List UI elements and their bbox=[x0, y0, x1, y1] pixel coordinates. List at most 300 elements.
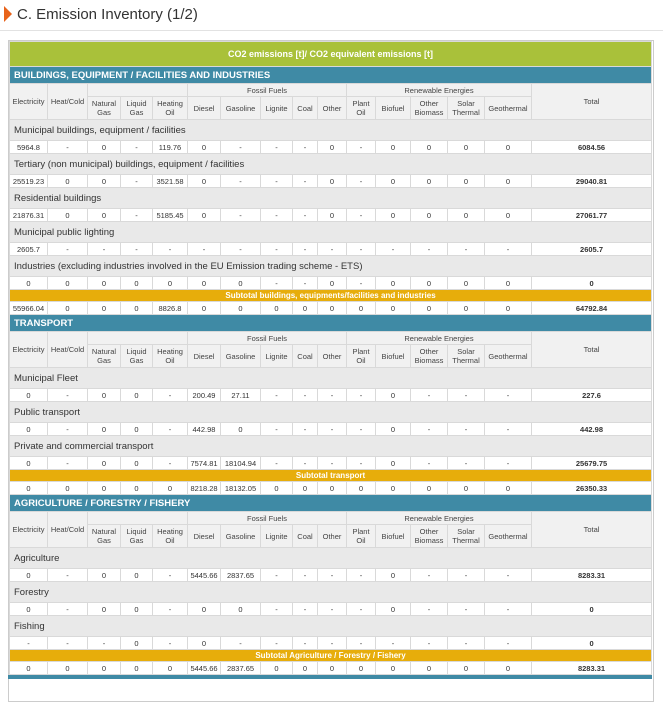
column-group-row bbox=[10, 84, 652, 97]
value-liquid-gas: - bbox=[121, 243, 153, 256]
value-geothermal: 0 bbox=[485, 175, 532, 188]
subtotal-heat-cold: 0 bbox=[48, 482, 88, 495]
value-coal: - bbox=[293, 569, 318, 582]
value-heating-oil: - bbox=[153, 243, 188, 256]
value-other-biomass: - bbox=[411, 457, 448, 470]
value-lignite: - bbox=[261, 277, 293, 290]
value-geothermal: - bbox=[485, 457, 532, 470]
value-heat-cold: - bbox=[48, 457, 88, 470]
value-other-biomass: 0 bbox=[411, 141, 448, 154]
subtotal-total: 8283.31 bbox=[532, 662, 652, 675]
value-biofuel: 0 bbox=[376, 175, 411, 188]
value-total: 29040.81 bbox=[532, 175, 652, 188]
subtotal-diesel: 5445.66 bbox=[188, 662, 221, 675]
value-diesel: 0 bbox=[188, 141, 221, 154]
value-gasoline: 0 bbox=[221, 423, 261, 436]
subtotal-total: 64792.84 bbox=[532, 302, 652, 315]
col-header-electricity: Electricity bbox=[10, 84, 48, 120]
col-header-liquid-gas: Liquid Gas bbox=[121, 525, 153, 548]
value-geothermal: - bbox=[485, 243, 532, 256]
col-header-solar-thermal: Solar Thermal bbox=[448, 525, 485, 548]
value-other: - bbox=[318, 637, 347, 650]
value-solar-thermal: - bbox=[448, 457, 485, 470]
value-gasoline: 0 bbox=[221, 603, 261, 616]
col-header-coal: Coal bbox=[293, 525, 318, 548]
col-header-heat-cold: Heat/Cold bbox=[48, 512, 88, 548]
value-lignite: - bbox=[261, 243, 293, 256]
value-solar-thermal: 0 bbox=[448, 141, 485, 154]
value-electricity: 0 bbox=[10, 389, 48, 402]
value-natural-gas: - bbox=[88, 243, 121, 256]
category-row bbox=[10, 548, 652, 569]
category-row bbox=[10, 256, 652, 277]
category-label: Tertiary (non municipal) buildings, equipment / facilities bbox=[10, 154, 652, 175]
category-label: Residential buildings bbox=[10, 188, 652, 209]
values-row bbox=[10, 389, 652, 402]
value-biofuel: 0 bbox=[376, 603, 411, 616]
category-label: Municipal public lighting bbox=[10, 222, 652, 243]
value-gasoline: - bbox=[221, 637, 261, 650]
col-header-heating-oil: Heating Oil bbox=[153, 97, 188, 120]
col-header-electricity: Electricity bbox=[10, 512, 48, 548]
col-header-plant-oil: Plant Oil bbox=[347, 345, 376, 368]
section-header-row bbox=[10, 315, 652, 332]
col-header-gap bbox=[88, 332, 188, 345]
value-liquid-gas: 0 bbox=[121, 569, 153, 582]
value-heating-oil: - bbox=[153, 603, 188, 616]
value-other-biomass: - bbox=[411, 423, 448, 436]
value-coal: - bbox=[293, 209, 318, 222]
value-solar-thermal: - bbox=[448, 603, 485, 616]
col-header-electricity: Electricity bbox=[10, 332, 48, 368]
values-row bbox=[10, 141, 652, 154]
value-total: 227.6 bbox=[532, 389, 652, 402]
subtotal-other-biomass: 0 bbox=[411, 662, 448, 675]
value-solar-thermal: - bbox=[448, 423, 485, 436]
col-header-gap bbox=[88, 512, 188, 525]
subtotal-label-row bbox=[10, 470, 652, 482]
value-solar-thermal: 0 bbox=[448, 175, 485, 188]
value-electricity: 0 bbox=[10, 457, 48, 470]
subtotal-other: 0 bbox=[318, 482, 347, 495]
values-row bbox=[10, 423, 652, 436]
table-caption: CO2 emissions [t]/ CO2 equivalent emissions [t] bbox=[10, 42, 652, 67]
subtotal-label-row bbox=[10, 290, 652, 302]
value-plant-oil: - bbox=[347, 603, 376, 616]
col-header-diesel: Diesel bbox=[188, 97, 221, 120]
value-geothermal: - bbox=[485, 637, 532, 650]
value-plant-oil: - bbox=[347, 389, 376, 402]
value-natural-gas: - bbox=[88, 637, 121, 650]
value-heating-oil: - bbox=[153, 423, 188, 436]
subtotal-diesel: 0 bbox=[188, 302, 221, 315]
value-plant-oil: - bbox=[347, 141, 376, 154]
value-biofuel: 0 bbox=[376, 389, 411, 402]
value-electricity: 21876.31 bbox=[10, 209, 48, 222]
subtotal-label: Subtotal Agriculture / Forestry / Fishery bbox=[10, 650, 652, 662]
values-row bbox=[10, 243, 652, 256]
value-other: - bbox=[318, 423, 347, 436]
col-header-liquid-gas: Liquid Gas bbox=[121, 345, 153, 368]
value-other: 0 bbox=[318, 277, 347, 290]
value-diesel: 0 bbox=[188, 209, 221, 222]
value-natural-gas: 0 bbox=[88, 389, 121, 402]
value-diesel: 0 bbox=[188, 277, 221, 290]
value-total: 27061.77 bbox=[532, 209, 652, 222]
category-row bbox=[10, 222, 652, 243]
value-other-biomass: - bbox=[411, 569, 448, 582]
value-plant-oil: - bbox=[347, 569, 376, 582]
subtotal-biofuel: 0 bbox=[376, 302, 411, 315]
value-total: 0 bbox=[532, 277, 652, 290]
value-heat-cold: 0 bbox=[48, 277, 88, 290]
col-header-lignite: Lignite bbox=[261, 345, 293, 368]
value-lignite: - bbox=[261, 175, 293, 188]
value-diesel: 0 bbox=[188, 637, 221, 650]
col-header-heat-cold: Heat/Cold bbox=[48, 332, 88, 368]
value-total: 6084.56 bbox=[532, 141, 652, 154]
value-biofuel: 0 bbox=[376, 457, 411, 470]
value-heating-oil: - bbox=[153, 569, 188, 582]
col-group-renewable-energies: Renewable Energies bbox=[347, 512, 532, 525]
value-heating-oil: 119.76 bbox=[153, 141, 188, 154]
value-diesel: 442.98 bbox=[188, 423, 221, 436]
value-other-biomass: 0 bbox=[411, 175, 448, 188]
value-heat-cold: - bbox=[48, 389, 88, 402]
subtotal-gasoline: 18132.05 bbox=[221, 482, 261, 495]
category-row bbox=[10, 402, 652, 423]
col-header-total: Total bbox=[532, 512, 652, 548]
subtotal-liquid-gas: 0 bbox=[121, 482, 153, 495]
subtotal-liquid-gas: 0 bbox=[121, 662, 153, 675]
value-biofuel: 0 bbox=[376, 277, 411, 290]
col-header-liquid-gas: Liquid Gas bbox=[121, 97, 153, 120]
section-header-row bbox=[10, 67, 652, 84]
col-header-geothermal: Geothermal bbox=[485, 97, 532, 120]
value-coal: - bbox=[293, 175, 318, 188]
value-lignite: - bbox=[261, 603, 293, 616]
col-group-fossil-fuels: Fossil Fuels bbox=[188, 84, 347, 97]
value-geothermal: - bbox=[485, 389, 532, 402]
category-label: Private and commercial transport bbox=[10, 436, 652, 457]
value-natural-gas: 0 bbox=[88, 457, 121, 470]
subtotal-solar-thermal: 0 bbox=[448, 662, 485, 675]
value-other: 0 bbox=[318, 141, 347, 154]
value-electricity: 5964.8 bbox=[10, 141, 48, 154]
category-row bbox=[10, 188, 652, 209]
subtotal-coal: 0 bbox=[293, 662, 318, 675]
value-coal: - bbox=[293, 603, 318, 616]
value-solar-thermal: - bbox=[448, 637, 485, 650]
value-plant-oil: - bbox=[347, 423, 376, 436]
value-lignite: - bbox=[261, 209, 293, 222]
value-coal: - bbox=[293, 457, 318, 470]
value-heat-cold: 0 bbox=[48, 209, 88, 222]
value-other: - bbox=[318, 389, 347, 402]
col-header-plant-oil: Plant Oil bbox=[347, 525, 376, 548]
col-header-biofuel: Biofuel bbox=[376, 345, 411, 368]
value-biofuel: - bbox=[376, 637, 411, 650]
section-title: TRANSPORT bbox=[10, 315, 652, 332]
value-plant-oil: - bbox=[347, 243, 376, 256]
value-diesel: 7574.81 bbox=[188, 457, 221, 470]
value-diesel: - bbox=[188, 243, 221, 256]
category-label: Forestry bbox=[10, 582, 652, 603]
subtotal-coal: 0 bbox=[293, 482, 318, 495]
col-header-heating-oil: Heating Oil bbox=[153, 345, 188, 368]
subtotal-label: Subtotal transport bbox=[10, 470, 652, 482]
subtotal-electricity: 0 bbox=[10, 482, 48, 495]
value-natural-gas: 0 bbox=[88, 569, 121, 582]
col-header-diesel: Diesel bbox=[188, 345, 221, 368]
subtotal-heat-cold: 0 bbox=[48, 302, 88, 315]
subtotal-other-biomass: 0 bbox=[411, 302, 448, 315]
col-group-renewable-energies: Renewable Energies bbox=[347, 332, 532, 345]
col-header-other-biomass: Other Biomass bbox=[411, 97, 448, 120]
values-row bbox=[10, 457, 652, 470]
subtotal-values-row bbox=[10, 302, 652, 315]
value-plant-oil: - bbox=[347, 277, 376, 290]
category-label: Municipal Fleet bbox=[10, 368, 652, 389]
value-heating-oil: 5185.45 bbox=[153, 209, 188, 222]
value-other: - bbox=[318, 243, 347, 256]
values-row bbox=[10, 209, 652, 222]
col-group-fossil-fuels: Fossil Fuels bbox=[188, 512, 347, 525]
value-total: 2605.7 bbox=[532, 243, 652, 256]
subtotal-total: 26350.33 bbox=[532, 482, 652, 495]
subtotal-electricity: 0 bbox=[10, 662, 48, 675]
subtotal-geothermal: 0 bbox=[485, 482, 532, 495]
value-other-biomass: - bbox=[411, 603, 448, 616]
table-caption-row bbox=[10, 42, 652, 67]
value-natural-gas: 0 bbox=[88, 141, 121, 154]
value-diesel: 0 bbox=[188, 175, 221, 188]
value-other: - bbox=[318, 569, 347, 582]
subtotal-liquid-gas: 0 bbox=[121, 302, 153, 315]
value-heating-oil: - bbox=[153, 457, 188, 470]
value-liquid-gas: 0 bbox=[121, 423, 153, 436]
value-other: 0 bbox=[318, 175, 347, 188]
value-plant-oil: - bbox=[347, 175, 376, 188]
subtotal-lignite: 0 bbox=[261, 662, 293, 675]
col-header-lignite: Lignite bbox=[261, 97, 293, 120]
value-lignite: - bbox=[261, 389, 293, 402]
page-header bbox=[0, 0, 663, 31]
section-arrow-icon bbox=[4, 6, 12, 22]
value-geothermal: 0 bbox=[485, 209, 532, 222]
col-header-gasoline: Gasoline bbox=[221, 525, 261, 548]
col-header-other: Other bbox=[318, 525, 347, 548]
subtotal-geothermal: 0 bbox=[485, 302, 532, 315]
value-solar-thermal: - bbox=[448, 569, 485, 582]
col-header-gasoline: Gasoline bbox=[221, 97, 261, 120]
col-header-coal: Coal bbox=[293, 345, 318, 368]
subtotal-heating-oil: 8826.8 bbox=[153, 302, 188, 315]
subtotal-heat-cold: 0 bbox=[48, 662, 88, 675]
category-row bbox=[10, 120, 652, 141]
value-other-biomass: 0 bbox=[411, 209, 448, 222]
col-header-diesel: Diesel bbox=[188, 525, 221, 548]
value-biofuel: 0 bbox=[376, 141, 411, 154]
section-header-row bbox=[10, 495, 652, 512]
col-header-plant-oil: Plant Oil bbox=[347, 97, 376, 120]
subtotal-natural-gas: 0 bbox=[88, 482, 121, 495]
subtotal-other-biomass: 0 bbox=[411, 482, 448, 495]
values-row bbox=[10, 277, 652, 290]
value-biofuel: - bbox=[376, 243, 411, 256]
subtotal-lignite: 0 bbox=[261, 482, 293, 495]
subtotal-electricity: 55966.04 bbox=[10, 302, 48, 315]
subtotal-geothermal: 0 bbox=[485, 662, 532, 675]
value-heat-cold: 0 bbox=[48, 175, 88, 188]
value-natural-gas: 0 bbox=[88, 423, 121, 436]
subtotal-heating-oil: 0 bbox=[153, 662, 188, 675]
col-header-total: Total bbox=[532, 84, 652, 120]
value-other-biomass: - bbox=[411, 243, 448, 256]
value-liquid-gas: 0 bbox=[121, 637, 153, 650]
subtotal-gasoline: 0 bbox=[221, 302, 261, 315]
value-heating-oil: - bbox=[153, 389, 188, 402]
value-liquid-gas: - bbox=[121, 141, 153, 154]
subtotal-other: 0 bbox=[318, 302, 347, 315]
value-electricity: - bbox=[10, 637, 48, 650]
subtotal-plant-oil: 0 bbox=[347, 302, 376, 315]
col-header-biofuel: Biofuel bbox=[376, 97, 411, 120]
subtotal-gasoline: 2837.65 bbox=[221, 662, 261, 675]
value-gasoline: - bbox=[221, 209, 261, 222]
value-heating-oil: - bbox=[153, 637, 188, 650]
category-label: Public transport bbox=[10, 402, 652, 423]
emission-inventory-table bbox=[9, 41, 652, 675]
value-coal: - bbox=[293, 141, 318, 154]
category-row bbox=[10, 616, 652, 637]
category-row bbox=[10, 436, 652, 457]
value-total: 0 bbox=[532, 603, 652, 616]
subtotal-label: Subtotal buildings, equipments/facilities and industries bbox=[10, 290, 652, 302]
col-header-biofuel: Biofuel bbox=[376, 525, 411, 548]
values-row bbox=[10, 637, 652, 650]
value-natural-gas: 0 bbox=[88, 175, 121, 188]
value-lignite: - bbox=[261, 569, 293, 582]
value-electricity: 0 bbox=[10, 603, 48, 616]
subtotal-lignite: 0 bbox=[261, 302, 293, 315]
category-label: Agriculture bbox=[10, 548, 652, 569]
subtotal-plant-oil: 0 bbox=[347, 662, 376, 675]
subtotal-natural-gas: 0 bbox=[88, 302, 121, 315]
value-lignite: - bbox=[261, 423, 293, 436]
col-header-natural-gas: Natural Gas bbox=[88, 525, 121, 548]
col-group-renewable-energies: Renewable Energies bbox=[347, 84, 532, 97]
subtotal-other: 0 bbox=[318, 662, 347, 675]
col-header-coal: Coal bbox=[293, 97, 318, 120]
value-heating-oil: 0 bbox=[153, 277, 188, 290]
value-heating-oil: 3521.58 bbox=[153, 175, 188, 188]
value-coal: - bbox=[293, 389, 318, 402]
value-geothermal: - bbox=[485, 603, 532, 616]
value-geothermal: - bbox=[485, 569, 532, 582]
value-biofuel: 0 bbox=[376, 209, 411, 222]
value-gasoline: - bbox=[221, 141, 261, 154]
category-row bbox=[10, 154, 652, 175]
value-plant-oil: - bbox=[347, 637, 376, 650]
values-row bbox=[10, 569, 652, 582]
value-diesel: 200.49 bbox=[188, 389, 221, 402]
col-header-geothermal: Geothermal bbox=[485, 525, 532, 548]
subtotal-solar-thermal: 0 bbox=[448, 482, 485, 495]
col-header-natural-gas: Natural Gas bbox=[88, 345, 121, 368]
value-liquid-gas: 0 bbox=[121, 457, 153, 470]
value-electricity: 25519.23 bbox=[10, 175, 48, 188]
section-title: BUILDINGS, EQUIPMENT / FACILITIES AND INDUSTRIES bbox=[10, 67, 652, 84]
page-title: C. Emission Inventory (1/2) bbox=[17, 6, 198, 23]
value-liquid-gas: 0 bbox=[121, 603, 153, 616]
value-coal: - bbox=[293, 243, 318, 256]
subtotal-values-row bbox=[10, 482, 652, 495]
value-heat-cold: - bbox=[48, 637, 88, 650]
value-solar-thermal: 0 bbox=[448, 277, 485, 290]
column-group-row bbox=[10, 332, 652, 345]
value-other-biomass: - bbox=[411, 637, 448, 650]
subtotal-values-row bbox=[10, 662, 652, 675]
value-electricity: 0 bbox=[10, 423, 48, 436]
value-gasoline: - bbox=[221, 243, 261, 256]
value-gasoline: 18104.94 bbox=[221, 457, 261, 470]
value-total: 442.98 bbox=[532, 423, 652, 436]
value-electricity: 0 bbox=[10, 569, 48, 582]
value-gasoline: 27.11 bbox=[221, 389, 261, 402]
col-header-gap bbox=[88, 84, 188, 97]
subtotal-natural-gas: 0 bbox=[88, 662, 121, 675]
value-other-biomass: - bbox=[411, 389, 448, 402]
value-heat-cold: - bbox=[48, 423, 88, 436]
value-natural-gas: 0 bbox=[88, 277, 121, 290]
value-coal: - bbox=[293, 423, 318, 436]
value-heat-cold: - bbox=[48, 141, 88, 154]
category-label: Industries (excluding industries involved in the EU Emission trading scheme - ETS) bbox=[10, 256, 652, 277]
value-other: - bbox=[318, 603, 347, 616]
value-biofuel: 0 bbox=[376, 569, 411, 582]
value-lignite: - bbox=[261, 637, 293, 650]
col-header-lignite: Lignite bbox=[261, 525, 293, 548]
value-biofuel: 0 bbox=[376, 423, 411, 436]
value-electricity: 2605.7 bbox=[10, 243, 48, 256]
col-header-geothermal: Geothermal bbox=[485, 345, 532, 368]
value-geothermal: - bbox=[485, 423, 532, 436]
value-plant-oil: - bbox=[347, 457, 376, 470]
value-total: 25679.75 bbox=[532, 457, 652, 470]
subtotal-biofuel: 0 bbox=[376, 662, 411, 675]
value-gasoline: 0 bbox=[221, 277, 261, 290]
subtotal-plant-oil: 0 bbox=[347, 482, 376, 495]
col-header-other-biomass: Other Biomass bbox=[411, 525, 448, 548]
value-gasoline: 2837.65 bbox=[221, 569, 261, 582]
value-liquid-gas: - bbox=[121, 209, 153, 222]
values-row bbox=[10, 175, 652, 188]
subtotal-diesel: 8218.28 bbox=[188, 482, 221, 495]
value-lignite: - bbox=[261, 457, 293, 470]
value-electricity: 0 bbox=[10, 277, 48, 290]
col-header-other-biomass: Other Biomass bbox=[411, 345, 448, 368]
value-liquid-gas: 0 bbox=[121, 389, 153, 402]
value-geothermal: 0 bbox=[485, 277, 532, 290]
next-section-bar bbox=[8, 675, 652, 679]
values-row bbox=[10, 603, 652, 616]
col-header-other: Other bbox=[318, 345, 347, 368]
col-group-fossil-fuels: Fossil Fuels bbox=[188, 332, 347, 345]
col-header-solar-thermal: Solar Thermal bbox=[448, 345, 485, 368]
col-header-natural-gas: Natural Gas bbox=[88, 97, 121, 120]
value-heat-cold: - bbox=[48, 603, 88, 616]
